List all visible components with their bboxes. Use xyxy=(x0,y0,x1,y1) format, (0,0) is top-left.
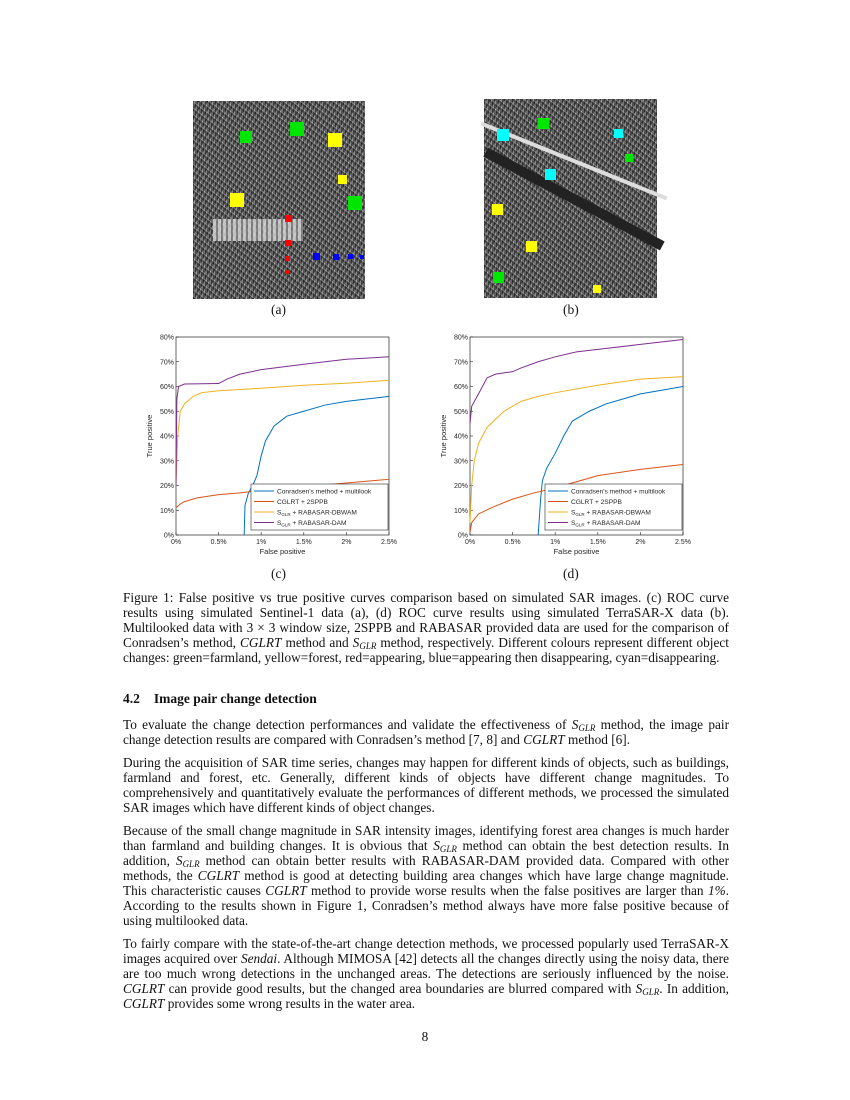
legend-entry: $S_{GLR}$ + RABASAR-DBWAM xyxy=(277,509,357,517)
change-square-yellow xyxy=(230,193,244,207)
change-square-blue xyxy=(333,254,339,260)
text-run: Figure 1: False positive vs true positive curves comparison based on simulated SAR images. (c) ROC curve results using simulated Sentinel-1 data (a), (d) ROC curve results using simulated TerraSAR-X data (b). Multilooked data with 3 × 3 window size, 2SPPB and RABASAR provided data are used for the comparison of Conradsen’s method, xyxy=(123,590,729,650)
legend-entry: $S_{GLR}$ + RABASAR-DAM xyxy=(571,519,641,528)
paragraph xyxy=(123,823,729,928)
math-symbol: CGLRT xyxy=(265,883,307,898)
subfig-label-a: (a) xyxy=(271,302,286,317)
section-heading xyxy=(123,691,729,707)
math-symbol: CGLRT xyxy=(123,981,165,996)
roc-chart-d xyxy=(434,330,694,562)
change-square-green xyxy=(290,122,304,136)
y-tick-label: 20% xyxy=(453,483,468,490)
math-symbol: CGLRT xyxy=(523,732,565,747)
x-tick-label: 1.5% xyxy=(295,539,312,546)
x-tick-label: 1% xyxy=(550,539,561,546)
x-tick-label: 2.5% xyxy=(381,539,397,546)
text-run: To fairly compare with the state-of-the-art change detection methods, we processed popularly used TerraSAR-X images acquired over xyxy=(123,936,729,966)
section-number: 4.2 xyxy=(123,691,140,706)
change-square-green xyxy=(538,118,549,129)
paragraph xyxy=(123,755,729,815)
text-run: . Although MIMOSA [42] detects all the changes directly using the noisy data, there are too much wrong detections in the unchanged areas. The detections are seriously influenced by the noise. xyxy=(123,951,729,981)
change-square-cyan xyxy=(497,129,509,141)
text-run: method [6]. xyxy=(564,732,631,747)
x-axis-label: False positive xyxy=(259,547,306,556)
math-symbol: $S_{GLR}$ xyxy=(433,838,457,854)
legend-entry: $S_{GLR}$ + RABASAR-DBWAM xyxy=(571,509,651,517)
legend-entry: CGLRT + 2SPPB xyxy=(277,498,328,506)
subfig-label-c: (c) xyxy=(271,566,286,581)
x-tick-label: 0% xyxy=(170,539,182,546)
change-square-yellow xyxy=(492,204,503,215)
x-tick-label: 0% xyxy=(464,539,476,546)
text-run: method is good at detecting building area changes which have large change magnitude. This characteristic causes xyxy=(123,868,729,898)
text-column xyxy=(123,590,729,1019)
x-axis-label: False positive xyxy=(553,547,600,556)
text-run: method can obtain better results with RABASAR-DAM provided data. Compared with other methods, the xyxy=(123,853,729,883)
sar-image-terrasarx xyxy=(484,99,657,298)
legend-entry: $S_{GLR}$ + RABASAR-DAM xyxy=(277,519,347,528)
math-symbol: 1% xyxy=(707,883,726,898)
y-tick-label: 40% xyxy=(159,433,174,441)
y-tick-label: 80% xyxy=(159,334,174,342)
subfig-label-d: (d) xyxy=(563,566,579,581)
math-symbol: CGLRT xyxy=(197,868,240,883)
x-tick-label: 1.5% xyxy=(589,539,606,546)
y-tick-label: 10% xyxy=(453,507,468,515)
change-square-blue xyxy=(313,253,320,260)
x-tick-label: 1% xyxy=(256,539,267,546)
y-tick-label: 80% xyxy=(453,334,468,342)
x-tick-label: 2.5% xyxy=(675,539,691,546)
paragraph xyxy=(123,936,729,1011)
change-square-blue xyxy=(348,254,353,259)
y-tick-label: 20% xyxy=(159,483,174,490)
figure-caption xyxy=(123,590,729,665)
text-run: . In addition, xyxy=(659,981,730,996)
math-symbol: $S_{GLR}$ xyxy=(635,981,660,997)
y-tick-label: 30% xyxy=(453,458,468,466)
sar-image-sentinel1 xyxy=(193,101,365,299)
change-square-red xyxy=(285,270,289,274)
bright-building-strip xyxy=(213,219,303,241)
legend-entry: Conradsen's method + multilook xyxy=(277,488,372,496)
section-title: Image pair change detection xyxy=(153,691,317,706)
roc-chart-c xyxy=(140,330,400,562)
change-square-green xyxy=(493,272,504,283)
math-symbol: $S_{GLR}$ xyxy=(352,635,377,651)
y-axis-label: True positive xyxy=(145,414,154,458)
change-square-yellow xyxy=(338,175,347,184)
y-tick-label: 0% xyxy=(163,532,174,540)
y-tick-label: 50% xyxy=(453,408,468,416)
change-square-blue xyxy=(360,255,364,259)
x-tick-label: 2% xyxy=(341,539,352,546)
change-square-yellow xyxy=(526,241,537,252)
change-square-cyan xyxy=(545,169,556,180)
text-run: method, the image pair change detection results are compared with Conradsen’s method [7, 8] and xyxy=(123,717,729,747)
math-symbol: CGLRT xyxy=(240,635,282,650)
text-run: . According to the results shown in Figure 1, Conradsen’s method always have more false positive because of using multilooked data. xyxy=(123,883,729,928)
y-tick-label: 10% xyxy=(159,507,174,515)
change-square-yellow xyxy=(328,133,342,147)
x-tick-label: 0.5% xyxy=(210,539,227,546)
y-axis-label: True positive xyxy=(439,414,448,458)
change-square-green xyxy=(348,196,362,210)
math-symbol: Sendai xyxy=(240,951,278,966)
change-square-green xyxy=(240,131,252,143)
math-symbol: $S_{GLR}$ xyxy=(175,853,200,869)
y-tick-label: 70% xyxy=(159,359,174,367)
text-run: method and xyxy=(281,635,353,650)
legend-entry: CGLRT + 2SPPB xyxy=(571,498,622,506)
change-square-cyan xyxy=(614,129,623,138)
text-run: During the acquisition of SAR time series, changes may happen for different kinds of objects, such as buildings, farmland and forest, etc. Generally, different kinds of objects have different change magnitudes. To comprehensively and quantitatively evaluate the performances of different methods, we processed the simulated SAR images which have different kinds of object changes. xyxy=(123,755,729,815)
page-number: 8 xyxy=(421,1029,429,1044)
text-run: provides some wrong results in the water area. xyxy=(164,996,416,1011)
change-square-green xyxy=(625,154,633,162)
paragraph xyxy=(123,717,729,747)
math-symbol: CGLRT xyxy=(123,996,165,1011)
text-run: Because of the small change magnitude in SAR intensity images, identifying forest area changes is much harder than farmland and building changes. It is obvious that xyxy=(123,823,729,853)
change-square-red xyxy=(285,256,290,261)
text-run: method can obtain the best detection results. In addition, xyxy=(123,838,729,868)
change-square-yellow xyxy=(593,285,601,293)
math-symbol: $S_{GLR}$ xyxy=(571,717,596,733)
y-tick-label: 70% xyxy=(453,359,468,367)
y-tick-label: 30% xyxy=(159,458,174,466)
y-tick-label: 60% xyxy=(159,384,174,391)
text-run: method to provide worse results when the false positives are larger than xyxy=(306,883,708,898)
x-tick-label: 2% xyxy=(635,539,646,546)
y-tick-label: 60% xyxy=(453,384,468,391)
text-run: can provide good results, but the changed area boundaries are blurred compared with xyxy=(164,981,636,996)
legend-entry: Conradsen's method + multilook xyxy=(571,488,666,496)
text-run: method, respectively. Different colours represent different object changes: green=farmland, yellow=forest, red=appearing, blue=appearing then disappearing, cyan=disappearing. xyxy=(123,635,729,665)
text-run: To evaluate the change detection performances and validate the effectiveness of xyxy=(123,717,572,732)
y-tick-label: 50% xyxy=(159,408,174,416)
x-tick-label: 0.5% xyxy=(504,539,521,546)
y-tick-label: 0% xyxy=(457,532,468,540)
subfig-label-b: (b) xyxy=(563,302,579,317)
y-tick-label: 40% xyxy=(453,433,468,441)
change-square-red xyxy=(285,240,291,246)
change-square-red xyxy=(285,215,292,222)
